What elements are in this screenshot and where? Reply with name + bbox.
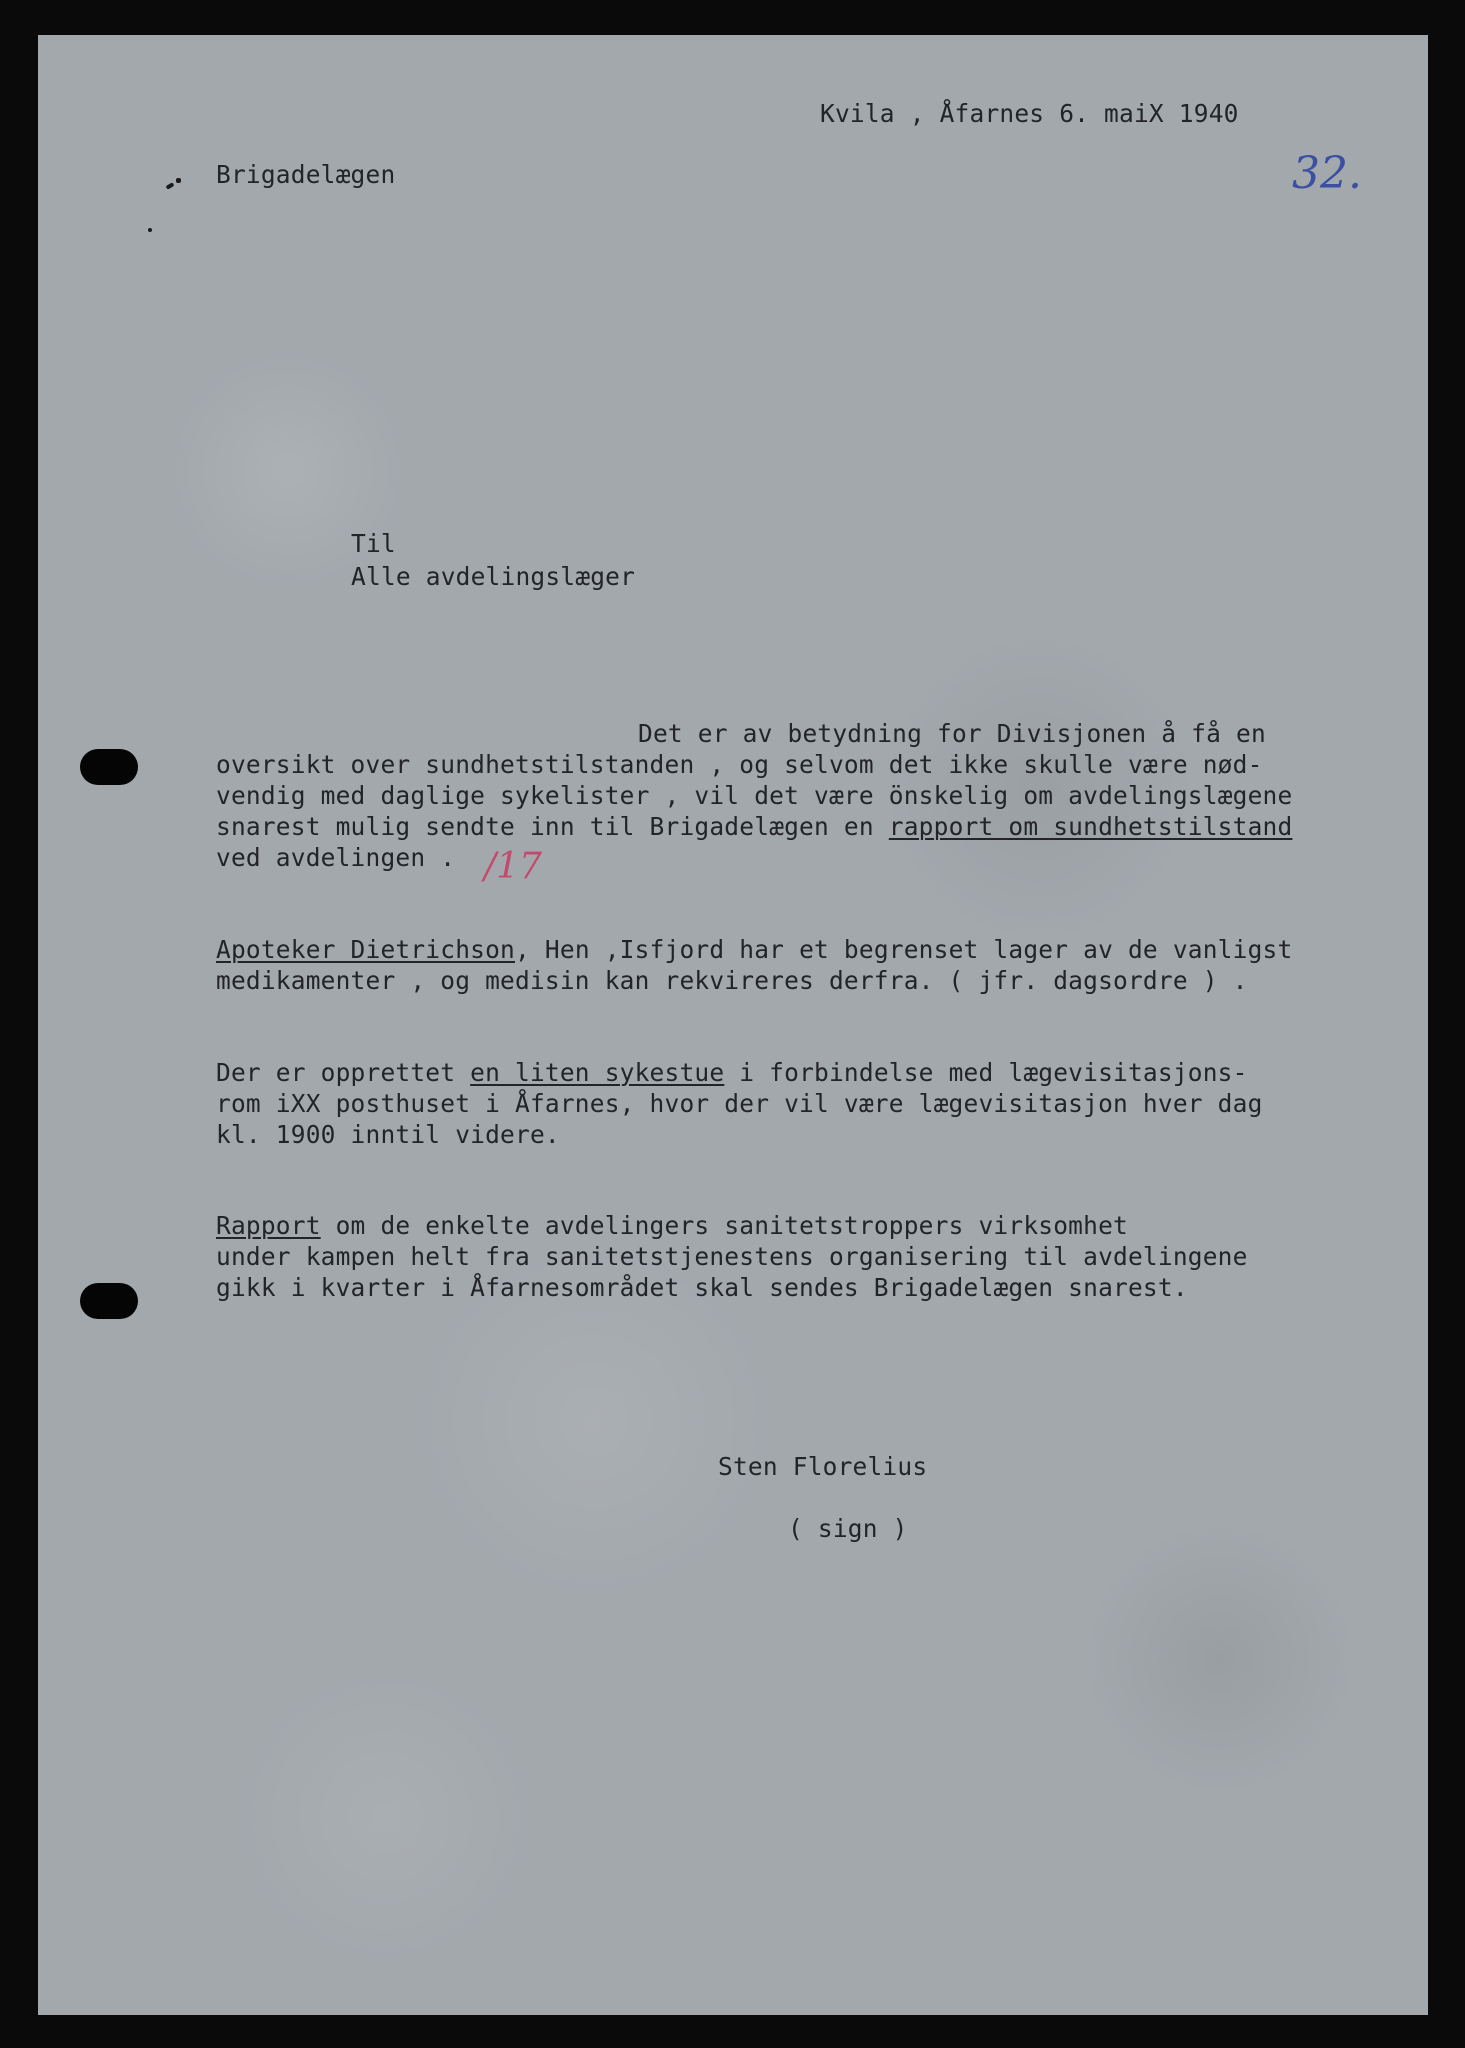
- paragraph-line: [216, 1057, 1248, 1088]
- paragraph-line: kl. 1900 inntil videre.: [216, 1120, 560, 1149]
- archive-number: 32.: [1292, 148, 1362, 199]
- paragraph-line: gikk i kvarter i Åfarnesområdet skal sendes Brigadelægen snarest.: [216, 1273, 1188, 1302]
- underlined-text: rapport om sundhetstilstand: [888, 812, 1293, 841]
- punch-hole-bottom: [80, 1283, 138, 1319]
- paragraph-line: Det er av betydning for Divisjonen å få en: [638, 719, 1266, 748]
- paragraph-line: [216, 1210, 1128, 1241]
- place-date: Kvila , Åfarnes 6. maiX 1940: [820, 99, 1239, 128]
- text-segment: i forbindelse med lægevisitasjons-: [724, 1058, 1248, 1087]
- punch-hole-top: [80, 749, 138, 785]
- paragraph-line: under kampen helt fra sanitetstjenestens organisering til avdelingene: [216, 1242, 1248, 1271]
- sender: Brigadelægen: [216, 160, 396, 189]
- signature-name: Sten Florelius: [718, 1452, 928, 1481]
- ink-mark: [176, 178, 181, 183]
- underlined-text: Apoteker Dietrichson: [216, 935, 516, 964]
- text-segment: , Hen ,Isfjord har et begrenset lager av de vanligst: [515, 935, 1293, 964]
- addressee-line-1: Til: [351, 529, 396, 558]
- paragraph-line: vendig med daglige sykelister , vil det være önskelig om avdelingslægene: [216, 781, 1293, 810]
- paragraph-line: rom iXX posthuset i Åfarnes, hvor der vil være lægevisitasjon hver dag: [216, 1089, 1263, 1118]
- signature-sign: ( sign ): [788, 1514, 908, 1543]
- paragraph-line: [216, 934, 1292, 965]
- underlined-text: Rapport: [216, 1211, 321, 1240]
- ink-mark: [148, 228, 152, 232]
- red-pencil-mark: /17: [484, 846, 542, 887]
- underlined-text: en liten sykestue: [470, 1058, 725, 1087]
- addressee-line-2: Alle avdelingslæger: [351, 562, 636, 591]
- text-segment: om de enkelte avdelingers sanitetstroppers virksomhet: [320, 1211, 1128, 1240]
- paragraph-line: oversikt over sundhetstilstanden , og selvom det ikke skulle være nød-: [216, 750, 1263, 779]
- paragraph-line: medikamenter , og medisin kan rekvireres derfra. ( jfr. dagsordre ) .: [216, 966, 1248, 995]
- text-segment: Der er opprettet: [216, 1058, 471, 1087]
- paragraph-line: ved avdelingen .: [216, 843, 456, 872]
- document-page: [38, 35, 1428, 2015]
- text-segment: snarest mulig sendte inn til Brigadelægen en: [216, 812, 889, 841]
- paragraph-line: [216, 811, 1292, 842]
